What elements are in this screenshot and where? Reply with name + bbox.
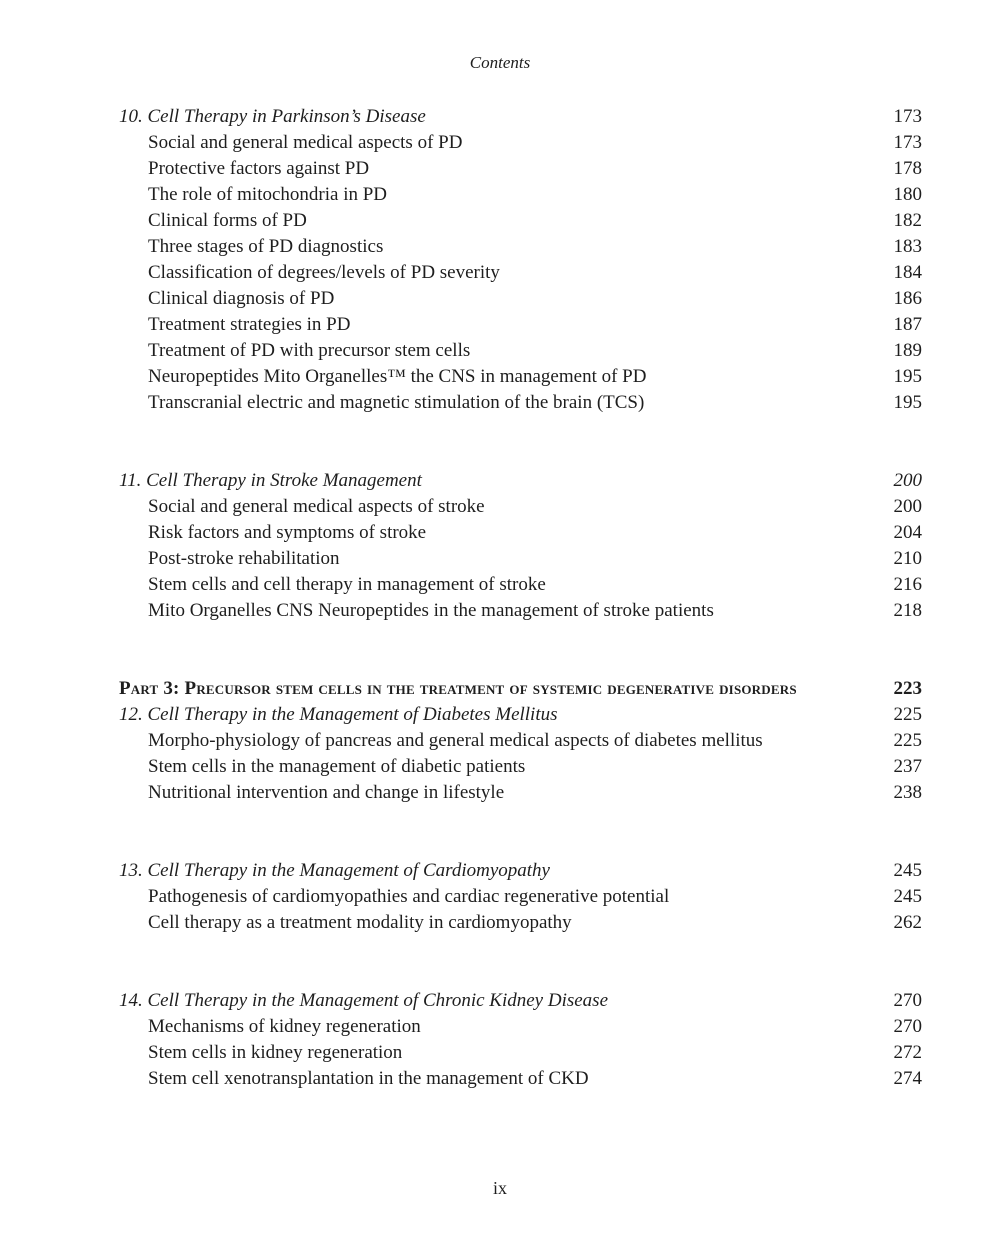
toc-entry-page-number: 225 [893,704,922,725]
toc-entry-page-number: 238 [893,782,922,803]
toc-entry-title: Transcranial electric and magnetic stimulation of the brain (TCS) [148,392,645,413]
toc-entry-page-number: 245 [893,886,922,907]
toc-entry-title: Nutritional intervention and change in lifestyle [148,782,505,803]
toc-entry-title: Treatment strategies in PD [148,314,351,335]
toc-entry[interactable] [119,312,922,338]
toc-entry-title: Stem cells in the management of diabetic patients [148,756,526,777]
toc-entry-page-number: 204 [893,522,922,543]
toc-section [119,988,922,1092]
toc-section [119,676,922,806]
toc-entry-title: Social and general medical aspects of PD [148,132,463,153]
table-of-contents [119,104,922,1092]
toc-entry-title: Mechanisms of kidney regeneration [148,1016,421,1037]
toc-entry-page-number: 237 [893,756,922,777]
toc-entry[interactable] [119,780,922,806]
toc-entry[interactable] [119,130,922,156]
toc-entry[interactable] [119,1014,922,1040]
toc-entry-page-number: 274 [893,1068,922,1089]
toc-entry[interactable] [119,494,922,520]
toc-entry-page-number: 182 [893,210,922,231]
toc-entry-title: Clinical forms of PD [148,210,307,231]
toc-entry-title: Protective factors against PD [148,158,370,179]
toc-entry[interactable] [119,572,922,598]
toc-entry-title: Three stages of PD diagnostics [148,236,384,257]
toc-entry-page-number: 195 [893,392,922,413]
toc-entry-page-number: 262 [893,912,922,933]
toc-entry-page-number: 178 [893,158,922,179]
toc-chapter-heading[interactable] [119,858,922,884]
page-number: ix [492,1178,507,1198]
toc-entry-page-number: 225 [893,730,922,751]
toc-entry-title: 10. Cell Therapy in Parkinson’s Disease [119,106,426,127]
toc-entry[interactable] [119,546,922,572]
toc-entry-page-number: 272 [893,1042,922,1063]
toc-entry[interactable] [119,884,922,910]
toc-entry[interactable] [119,390,922,416]
toc-entry[interactable] [119,364,922,390]
toc-entry-page-number: 195 [893,366,922,387]
toc-entry-page-number: 173 [893,106,922,127]
toc-entry-page-number: 270 [893,990,922,1011]
toc-entry-title: Clinical diagnosis of PD [148,288,335,309]
toc-entry-page-number: 187 [893,314,922,335]
toc-chapter-heading[interactable] [119,468,922,494]
toc-entry-page-number: 270 [893,1016,922,1037]
toc-entry-title: Treatment of PD with precursor stem cells [148,340,471,361]
toc-section [119,104,922,416]
toc-chapter-heading[interactable] [119,988,922,1014]
toc-entry[interactable] [119,156,922,182]
toc-entry-page-number: 173 [893,132,922,153]
toc-entry[interactable] [119,1040,922,1066]
toc-entry-page-number: 245 [893,860,922,881]
toc-entry[interactable] [119,286,922,312]
toc-entry-title: Social and general medical aspects of stroke [148,496,485,517]
toc-entry[interactable] [119,338,922,364]
toc-entry-page-number: 200 [893,496,922,517]
toc-entry-page-number: 223 [893,678,922,699]
toc-chapter-heading[interactable] [119,702,922,728]
toc-section [119,468,922,624]
toc-entry-title: Pathogenesis of cardiomyopathies and cardiac regenerative potential [148,886,670,907]
toc-entry-page-number: 180 [893,184,922,205]
toc-entry-page-number: 200 [893,470,922,491]
toc-entry-title: 11. Cell Therapy in Stroke Management [119,470,422,491]
toc-entry-title: Stem cells and cell therapy in management of stroke [148,574,546,595]
toc-entry-title: Post-stroke rehabilitation [148,548,340,569]
toc-entry-title: 12. Cell Therapy in the Management of Diabetes Mellitus [119,704,558,725]
toc-entry[interactable] [119,182,922,208]
toc-entry-title: Neuropeptides Mito Organelles™ the CNS in management of PD [148,366,647,387]
toc-entry[interactable] [119,234,922,260]
toc-entry-title: Morpho-physiology of pancreas and general medical aspects of diabetes mellitus [148,730,763,751]
toc-entry[interactable] [119,598,922,624]
toc-entry-title: Classification of degrees/levels of PD severity [148,262,500,283]
toc-entry-title: Stem cells in kidney regeneration [148,1042,403,1063]
toc-entry[interactable] [119,728,922,754]
toc-entry[interactable] [119,520,922,546]
toc-entry-title: Stem cell xenotransplantation in the management of CKD [148,1068,589,1089]
toc-entry-title: Cell therapy as a treatment modality in cardiomyopathy [148,912,572,933]
toc-entry-title: 13. Cell Therapy in the Management of Cardiomyopathy [119,860,550,881]
toc-entry-page-number: 210 [893,548,922,569]
toc-entry-title: Risk factors and symptoms of stroke [148,522,427,543]
toc-entry-page-number: 189 [893,340,922,361]
toc-section [119,858,922,936]
toc-entry-page-number: 186 [893,288,922,309]
toc-entry-title: 14. Cell Therapy in the Management of Chronic Kidney Disease [119,990,608,1011]
toc-part-heading[interactable] [119,676,922,702]
running-head: Contents [469,53,531,72]
toc-entry[interactable] [119,208,922,234]
toc-entry[interactable] [119,1066,922,1092]
toc-entry-title: Part 3: Precursor stem cells in the treatment of systemic degenerative disorders [119,678,797,699]
toc-entry-page-number: 216 [893,574,922,595]
toc-entry-page-number: 184 [893,262,922,283]
toc-entry-title: Mito Organelles CNS Neuropeptides in the management of stroke patients [148,600,714,621]
toc-entry[interactable] [119,754,922,780]
toc-entry-page-number: 183 [893,236,922,257]
toc-entry[interactable] [119,260,922,286]
toc-chapter-heading[interactable] [119,104,922,130]
toc-entry-page-number: 218 [893,600,922,621]
toc-entry[interactable] [119,910,922,936]
toc-entry-title: The role of mitochondria in PD [148,184,388,205]
